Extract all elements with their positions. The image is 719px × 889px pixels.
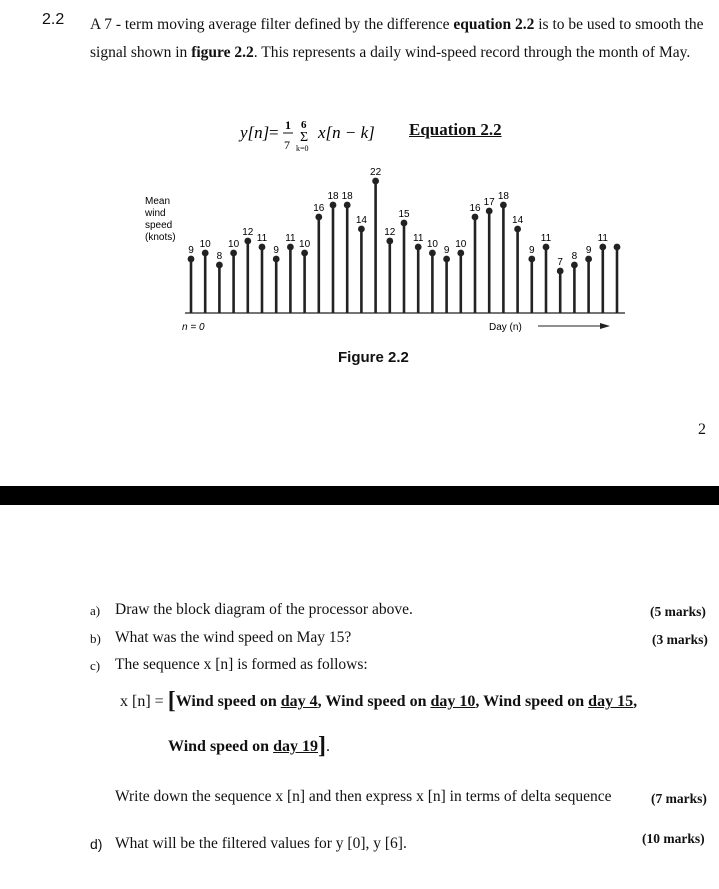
part-a-label: a) [90,603,101,618]
value-label-14: 12 [384,227,396,238]
svg-text:k=0: k=0 [296,144,309,153]
value-label-6: 9 [273,245,279,256]
value-label-10: 18 [327,191,339,202]
value-label-22: 18 [497,191,509,202]
value-label-2: 8 [216,251,223,262]
part-b-label: b) [90,631,101,646]
stem-marker-29 [599,244,606,251]
value-label-23: 14 [512,215,524,226]
y-axis-label: speed [145,220,173,231]
stem-marker-17 [429,250,436,257]
part-b-text: What was the wind speed on May 15? [115,629,352,646]
value-label-13: 22 [370,167,382,178]
svg-text:1: 1 [285,118,291,132]
part-a-marks: (5 marks) [650,604,706,619]
page-number: 2 [698,421,706,438]
stem-marker-23 [514,226,521,233]
stem-chart [140,167,630,340]
value-label-9: 16 [313,203,325,214]
value-label-18: 9 [443,245,450,256]
stem-marker-12 [358,226,365,233]
part-b-marks: (3 marks) [652,632,708,647]
part-c-task-text: Write down the sequence x [n] and then express x [n] in terms of delta sequence [115,788,612,805]
figure-ref: figure 2.2 [191,43,254,61]
value-label-19: 10 [455,239,467,250]
value-label-15: 15 [398,209,410,220]
equation-label: Equation 2.2 [409,120,502,139]
value-label-7: 11 [285,233,296,244]
part-c-label: c) [90,658,101,673]
close-bracket: ] [317,733,326,759]
stem-marker-10 [330,202,337,209]
stem-marker-11 [344,202,351,209]
value-label-17: 10 [426,239,438,250]
value-label-0: 9 [188,245,194,256]
stem-marker-2 [216,262,223,269]
equation-formula [240,118,380,156]
y-axis-label: (knots) [145,232,176,243]
x-axis-label: Day (n) [489,322,522,333]
part-d-marks: (10 marks) [642,831,705,846]
sequence-line-2: Wind speed on day 19]. [168,733,330,759]
equation-ref: equation 2.2 [453,16,535,33]
stem-marker-14 [386,238,393,245]
stem-marker-16 [415,244,422,251]
value-label-27: 8 [571,251,578,262]
part-d-label: d) [90,836,103,852]
page-divider-bar [0,486,719,505]
sigma-symbol: Σ [300,130,309,145]
stem-marker-4 [244,238,251,245]
stem-marker-30 [614,244,621,251]
stem-marker-27 [571,262,578,269]
stem-marker-20 [472,214,479,221]
value-label-11: 18 [341,191,353,202]
value-label-29: 11 [597,233,608,244]
value-label-5: 11 [256,233,268,244]
svg-text:6: 6 [301,119,307,131]
value-label-25: 11 [540,233,552,244]
stem-marker-15 [401,220,408,227]
stem-marker-7 [287,244,294,251]
svg-text:7: 7 [284,138,290,152]
x-axis-arrow-head [600,323,610,329]
y-axis-label: wind [145,208,166,219]
value-label-16: 11 [413,233,424,244]
x-start-label: n = 0 [182,322,205,333]
value-label-4: 12 [242,227,254,238]
stem-marker-5 [259,244,266,251]
stem-marker-0 [188,256,195,263]
equation-term: x[n − k] [318,123,375,142]
value-label-21: 17 [483,197,495,208]
stem-marker-21 [486,208,493,215]
value-label-1: 10 [199,239,211,250]
stem-marker-6 [273,256,280,263]
value-label-3: 10 [228,239,240,250]
stem-marker-28 [585,256,592,263]
equation-lhs: y[n] [240,123,270,142]
stem-marker-26 [557,268,564,275]
stem-marker-9 [315,214,322,221]
y-axis-label: Mean [145,196,171,207]
part-d-text: What will be the filtered values for y [0], y [6]. [115,835,407,852]
part-a-text: Draw the block diagram of the processor above. [115,601,413,618]
part-c-text: The sequence x [n] is formed as follows: [115,656,368,673]
value-label-26: 7 [557,257,563,268]
part-c-marks: (7 marks) [651,791,707,806]
question-number: 2.2 [42,11,65,28]
stem-marker-3 [230,250,237,257]
stem-marker-25 [543,244,550,251]
stem-marker-1 [202,250,209,257]
stem-marker-13 [372,178,379,185]
stem-marker-18 [443,256,450,263]
value-label-12: 14 [355,215,367,226]
figure-caption: Figure 2.2 [338,349,409,366]
question-intro: A 7 - term moving average filter defined by the difference equation 2.2 is to be used to smooth the signal shown in figure 2.2. This represents a daily wind-speed record through the month of May. [90,16,704,61]
sequence-line-1: x [n] = [Wind speed on day 4, Wind speed on day 10, Wind speed on day 15, [120,688,638,714]
value-label-24: 9 [529,245,535,256]
stem-marker-19 [457,250,464,257]
wind-speed-figure [140,167,630,345]
stem-marker-22 [500,202,507,209]
stem-marker-8 [301,250,308,257]
open-bracket: [ [167,688,176,714]
svg-text:=: = [269,123,279,142]
value-label-8: 10 [299,239,311,250]
value-label-28: 9 [585,245,592,256]
value-label-20: 16 [469,203,481,214]
stem-marker-24 [528,256,535,263]
